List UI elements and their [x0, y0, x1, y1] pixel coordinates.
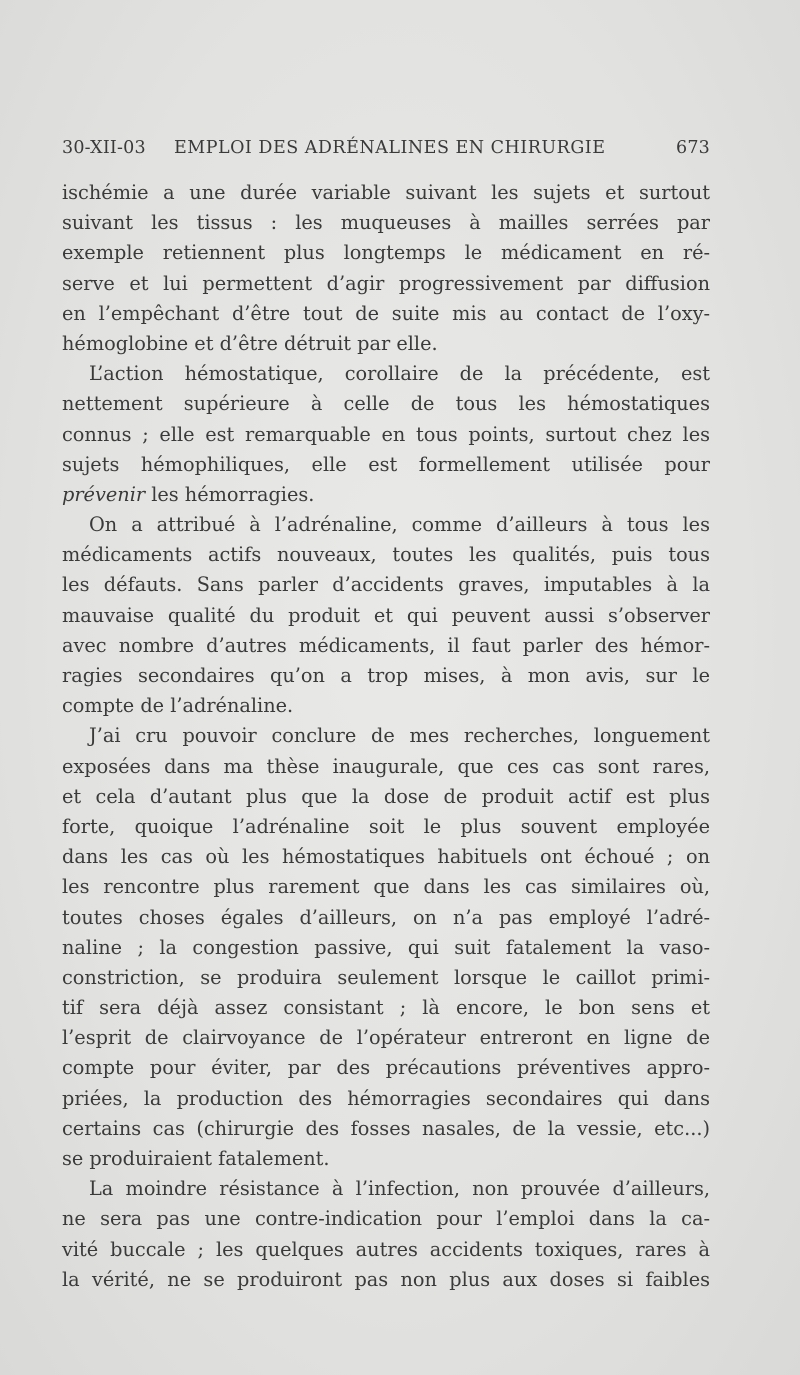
text-line: serve et lui permettent d’agir progressivement par diffusion — [62, 271, 710, 295]
text-line: constriction, se produira seulement lorsque le caillot primi- — [62, 965, 710, 989]
text-line: La moindre résistance à l’infection, non prouvée d’ailleurs, — [89, 1177, 710, 1201]
text-line: naline ; la congestion passive, qui suit fatalement la vaso- — [62, 935, 710, 959]
text-line: mauvaise qualité du produit et qui peuvent aussi s’observer — [62, 603, 710, 627]
running-header — [62, 138, 710, 168]
text-line: ischémie a une durée variable suivant les sujets et surtout — [62, 181, 710, 204]
text-line: exemple retiennent plus longtemps le médicament en ré- — [62, 241, 710, 265]
text-line: exposées dans ma thèse inaugurale, que ces cas sont rares, — [62, 754, 710, 778]
text-line: compte pour éviter, par des précautions préventives appro- — [62, 1056, 710, 1080]
text-line: tif sera déjà assez consistant ; là encore, le bon sens et — [62, 996, 710, 1020]
text-line: dans les cas où les hémostatiques habituels ont échoué ; on — [62, 845, 710, 869]
text-line: la vérité, ne se produiront pas non plus aux doses si faibles — [62, 1267, 710, 1291]
text-line: l’esprit de clairvoyance de l’opérateur entreront en ligne de — [62, 1026, 710, 1050]
text-line: ne sera pas une contre-indication pour l’emploi dans la ca- — [62, 1207, 710, 1231]
text-line: et cela d’autant plus que la dose de produit actif est plus — [62, 784, 710, 808]
running-title: EMPLOI DES ADRÉNALINES EN CHIRURGIE — [174, 138, 606, 158]
italic-word: prévenir — [62, 482, 146, 506]
text-line: médicaments actifs nouveaux, toutes les qualités, puis tous — [62, 543, 710, 567]
text-line: compte de l’adrénaline. — [62, 694, 294, 718]
text-line: forte, quoique l’adrénaline soit le plus souvent employée — [62, 814, 710, 838]
text-line: L’action hémostatique, corollaire de la précédente, est — [89, 362, 710, 386]
text-line: se produiraient fatalement. — [62, 1147, 330, 1170]
text-line: connus ; elle est remarquable en tous points, surtout chez les — [62, 422, 710, 446]
text-line: certains cas (chirurgie des fosses nasales, de la vessie, etc...) — [62, 1116, 710, 1140]
body-text — [62, 178, 710, 1295]
text-line: avec nombre d’autres médicaments, il faut parler des hémor- — [62, 633, 710, 657]
header-date: 30-XII-03 — [62, 138, 146, 158]
text-line: priées, la production des hémorragies secondaires qui dans — [62, 1086, 710, 1110]
text-line: On a attribué à l’adrénaline, comme d’ailleurs à tous les — [89, 513, 710, 537]
text-line: ragies secondaires qu’on a trop mises, à mon avis, sur le — [62, 664, 710, 687]
text-line: nettement supérieure à celle de tous les hémostatiques — [62, 392, 710, 416]
text-line: suivant les tissus : les muqueuses à mailles serrées par — [62, 211, 710, 235]
text-line: les rencontre plus rarement que dans les cas similaires où, — [62, 875, 710, 899]
text-line — [62, 480, 710, 510]
text-line: vité buccale ; les quelques autres accidents toxiques, rares à — [62, 1237, 710, 1261]
text-line-rest: les hémorragies. — [145, 482, 315, 506]
text-line: sujets hémophiliques, elle est formellement utilisée pour — [62, 452, 710, 476]
text-line: hémoglobine et d’être détruit par elle. — [62, 331, 438, 355]
text-line: toutes choses égales d’ailleurs, on n’a pas employé l’adré- — [62, 905, 710, 929]
text-line: les défauts. Sans parler d’accidents graves, imputables à la — [62, 573, 710, 597]
text-line: J’ai cru pouvoir conclure de mes recherches, longuement — [89, 724, 710, 748]
page-number: 673 — [675, 138, 710, 158]
text-line: en l’empêchant d’être tout de suite mis au contact de l’oxy- — [62, 301, 710, 325]
